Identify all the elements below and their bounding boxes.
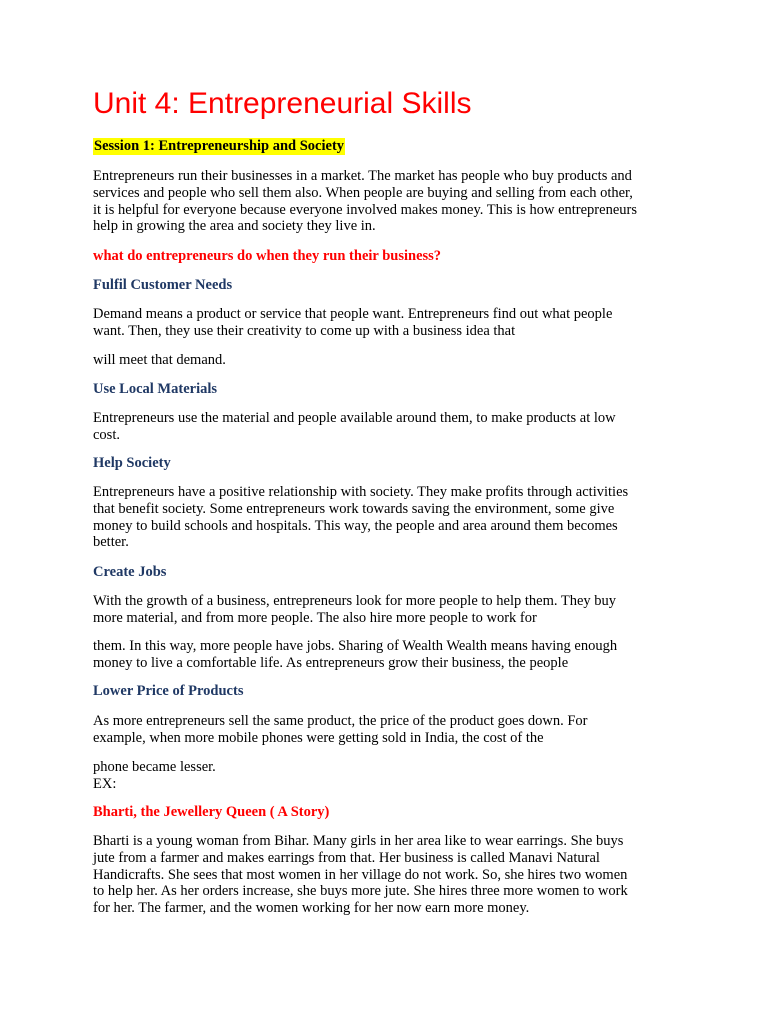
session-heading: Session 1: Entrepreneurship and Society: [94, 138, 345, 154]
story-heading: Bharti, the Jewellery Queen ( A Story): [93, 804, 330, 820]
fulfil-paragraph-2: [93, 352, 693, 369]
text-line: Entrepreneurs use the material and people available around them, to make products at low: [93, 410, 616, 426]
heading-fulfil-customer-needs: Fulfil Customer Needs: [93, 277, 233, 293]
text-line: that benefit society. Some entrepreneurs work towards saving the environment, some give: [93, 500, 615, 517]
text-line: for her. The farmer, and the women working for her now earn more money.: [93, 900, 530, 917]
page-title: Unit 4: Entrepreneurial Skills: [93, 87, 472, 120]
text-line: services and people who sell them also. When people are buying and selling from each other,: [93, 184, 633, 201]
text-line: As more entrepreneurs sell the same product, the price of the product goes down. For: [93, 713, 588, 729]
local-paragraph: [93, 410, 693, 444]
text-line: With the growth of a business, entrepreneurs look for more people to help them. They buy: [93, 593, 617, 609]
question-heading: what do entrepreneurs do when they run their business?: [93, 248, 442, 264]
text-line: phone became lesser.: [93, 759, 216, 775]
text-line: EX:: [93, 775, 117, 792]
text-line: to help her. As her orders increase, she buys more jute. She hires three more women to work: [93, 883, 628, 900]
text-line: more material, and from more people. The also hire more people to work for: [93, 609, 537, 626]
text-line: them. In this way, more people have jobs. Sharing of Wealth Wealth means having enough: [93, 638, 618, 654]
text-line: Demand means a product or service that people want. Entrepreneurs find out what people: [93, 306, 613, 322]
text-line: jute from a farmer and makes earrings from that. Her business is called Manavi Natural: [93, 849, 600, 866]
society-paragraph: [93, 484, 693, 551]
heading-lower-price-of-products: Lower Price of Products: [93, 683, 244, 699]
heading-create-jobs: Create Jobs: [93, 564, 167, 580]
text-line: want. Then, they use their creativity to come up with a business idea that: [93, 322, 516, 339]
text-line: money to live a comfortable life. As entrepreneurs grow their business, the people: [93, 654, 569, 671]
price-paragraph-1: [93, 713, 693, 747]
text-line: Handicrafts. She sees that most women in her village do not work. So, she hires two women: [93, 866, 628, 883]
heading-use-local-materials: Use Local Materials: [93, 381, 218, 397]
text-line: will meet that demand.: [93, 352, 226, 368]
text-line: it is helpful for everyone because everyone involved makes money. This is how entrepreneurs: [93, 201, 637, 218]
jobs-paragraph-1: [93, 593, 693, 627]
text-line: Entrepreneurs run their businesses in a market. The market has people who buy products and: [93, 168, 632, 184]
story-paragraph: [93, 833, 693, 917]
heading-help-society: Help Society: [93, 455, 171, 471]
text-line: cost.: [93, 426, 120, 443]
text-line: example, when more mobile phones were getting sold in India, the cost of the: [93, 729, 544, 746]
text-line: help in growing the area and society they live in.: [93, 218, 376, 235]
jobs-paragraph-2: [93, 638, 693, 672]
price-paragraph-2: [93, 759, 693, 793]
text-line: Entrepreneurs have a positive relationship with society. They make profits through activities: [93, 484, 629, 500]
text-line: money to build schools and hospitals. This way, the people and area around them becomes: [93, 517, 618, 534]
intro-paragraph: [93, 168, 693, 235]
text-line: Bharti is a young woman from Bihar. Many girls in her area like to wear earrings. She buys: [93, 833, 624, 849]
fulfil-paragraph-1: [93, 306, 693, 340]
text-line: better.: [93, 534, 129, 551]
